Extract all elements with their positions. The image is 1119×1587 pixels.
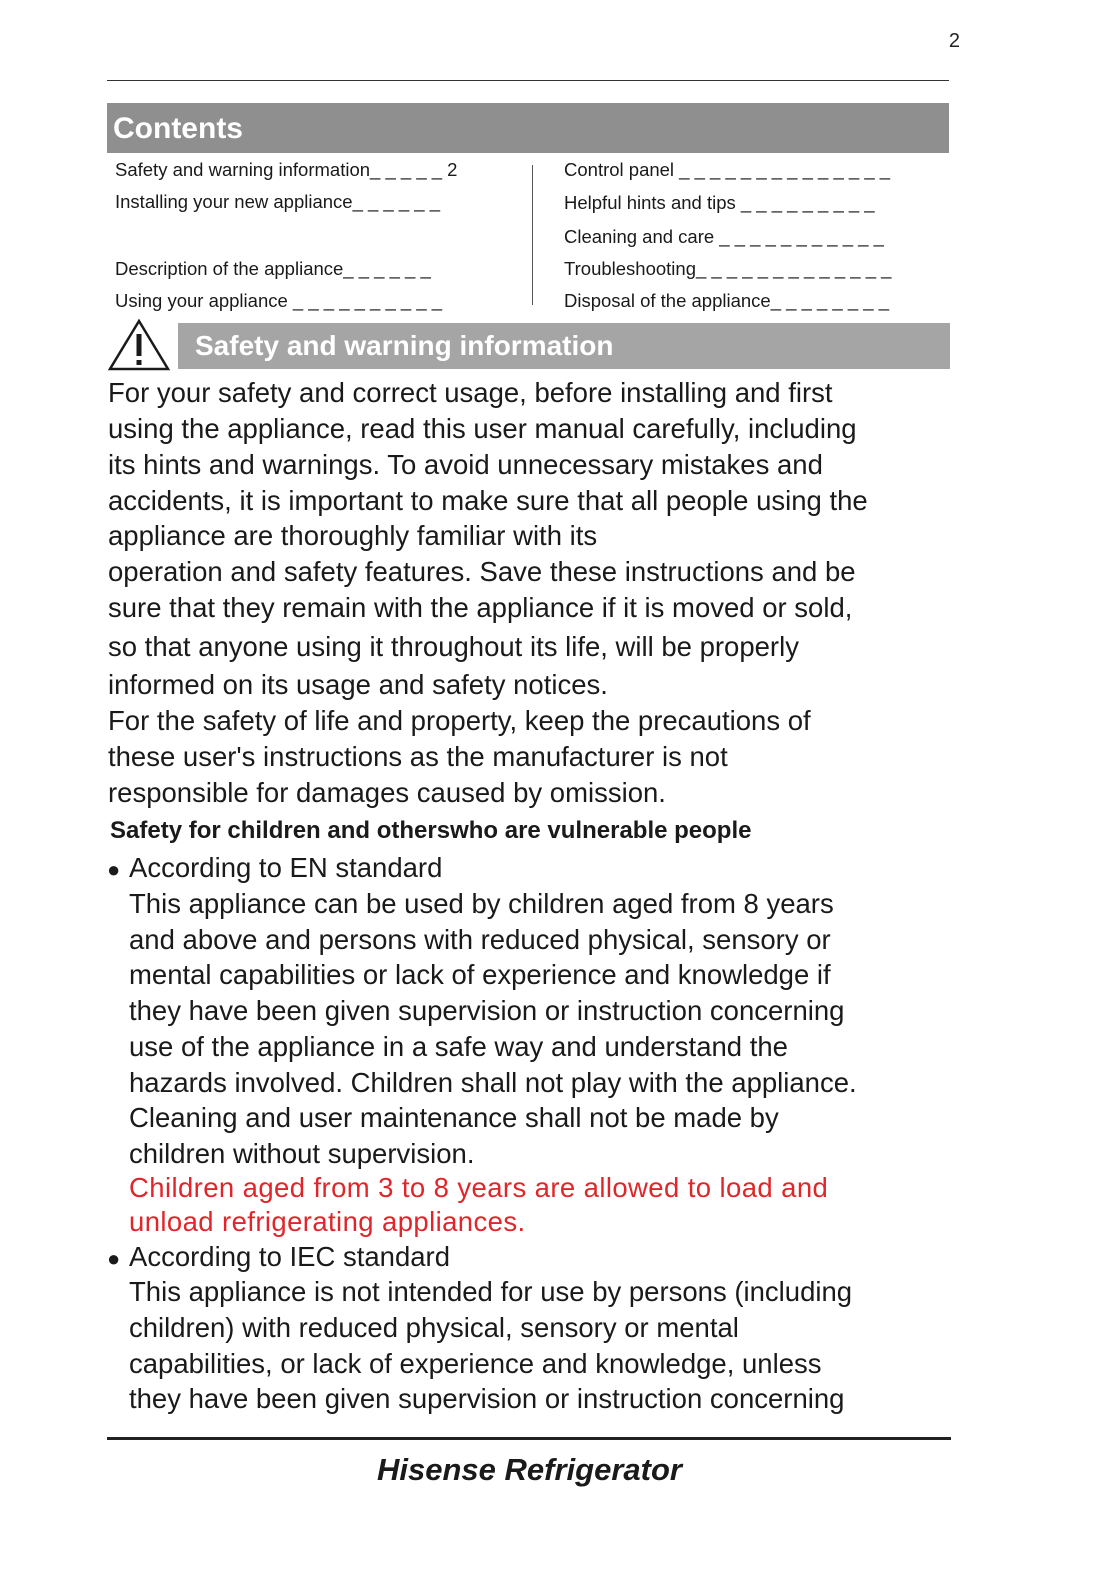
iec-standard-heading: According to IEC standard bbox=[129, 1241, 451, 1272]
safety-header: Safety and warning information bbox=[178, 323, 950, 369]
bullet-icon: ● bbox=[107, 857, 121, 882]
en-line: hazards involved. Children shall not play with the appliance. bbox=[129, 1067, 857, 1098]
toc-item-safety[interactable]: Safety and warning information_ _ _ _ _ 2 bbox=[115, 159, 458, 180]
iec-line: children) with reduced physical, sensory or mental bbox=[129, 1312, 739, 1343]
toc-item-cleaning[interactable]: Cleaning and care _ _ _ _ _ _ _ _ _ _ _ bbox=[564, 226, 884, 247]
contents-header: Contents bbox=[107, 103, 949, 153]
intro-line: For the safety of life and property, keep the precautions of bbox=[108, 705, 811, 736]
en-line: and above and persons with reduced physical, sensory or bbox=[129, 924, 831, 955]
en-red-warning-line: unload refrigerating appliances. bbox=[129, 1206, 526, 1237]
intro-line: sure that they remain with the appliance if it is moved or sold, bbox=[108, 592, 853, 623]
toc-item-disposal[interactable]: Disposal of the appliance_ _ _ _ _ _ _ _ bbox=[564, 290, 890, 311]
intro-line: so that anyone using it throughout its life, will be properly bbox=[108, 631, 799, 662]
children-safety-subheading: Safety for children and otherswho are vulnerable people bbox=[110, 817, 752, 844]
intro-line: using the appliance, read this user manual carefully, including bbox=[108, 413, 857, 444]
en-standard-heading: According to EN standard bbox=[129, 852, 443, 883]
toc-item-control-panel[interactable]: Control panel _ _ _ _ _ _ _ _ _ _ _ _ _ _ bbox=[564, 159, 891, 180]
iec-line: they have been given supervision or instruction concerning bbox=[129, 1383, 845, 1414]
iec-line: capabilities, or lack of experience and knowledge, unless bbox=[129, 1348, 822, 1379]
toc-divider bbox=[532, 165, 533, 305]
en-line: use of the appliance in a safe way and understand the bbox=[129, 1031, 788, 1062]
toc-item-description[interactable]: Description of the appliance_ _ _ _ _ _ bbox=[115, 258, 431, 279]
en-line: This appliance can be used by children aged from 8 years bbox=[129, 888, 834, 919]
intro-line: its hints and warnings. To avoid unnecessary mistakes and bbox=[108, 449, 823, 480]
en-line: Cleaning and user maintenance shall not be made by bbox=[129, 1102, 779, 1133]
en-red-warning-line: Children aged from 3 to 8 years are allowed to load and bbox=[129, 1172, 829, 1203]
toc-item-troubleshooting[interactable]: Troubleshooting_ _ _ _ _ _ _ _ _ _ _ _ _ bbox=[564, 258, 892, 279]
footer-brand: Hisense Refrigerator bbox=[377, 1452, 682, 1487]
iec-line: This appliance is not intended for use by persons (including bbox=[129, 1276, 853, 1307]
en-line: they have been given supervision or instruction concerning bbox=[129, 995, 845, 1026]
intro-line: informed on its usage and safety notices. bbox=[108, 669, 608, 700]
top-rule bbox=[107, 80, 949, 81]
intro-line: responsible for damages caused by omission. bbox=[108, 777, 666, 808]
en-line: mental capabilities or lack of experience and knowledge if bbox=[129, 959, 831, 990]
toc-item-installing[interactable]: Installing your new appliance_ _ _ _ _ _ bbox=[115, 191, 440, 212]
intro-line: appliance are thoroughly familiar with its bbox=[108, 520, 598, 551]
page-number: 2 bbox=[948, 30, 960, 52]
intro-line: these user's instructions as the manufacturer is not bbox=[108, 741, 728, 772]
en-line: children without supervision. bbox=[129, 1138, 475, 1169]
intro-line: For your safety and correct usage, before installing and first bbox=[108, 377, 833, 408]
intro-line: operation and safety features. Save these instructions and be bbox=[108, 556, 856, 587]
bottom-rule bbox=[107, 1437, 951, 1440]
toc-item-using[interactable]: Using your appliance _ _ _ _ _ _ _ _ _ _ bbox=[115, 290, 443, 311]
warning-triangle-icon bbox=[107, 318, 171, 372]
bullet-icon: ● bbox=[107, 1246, 121, 1271]
toc-item-helpful-hints[interactable]: Helpful hints and tips _ _ _ _ _ _ _ _ _ bbox=[564, 192, 875, 213]
intro-line: accidents, it is important to make sure that all people using the bbox=[108, 485, 868, 516]
